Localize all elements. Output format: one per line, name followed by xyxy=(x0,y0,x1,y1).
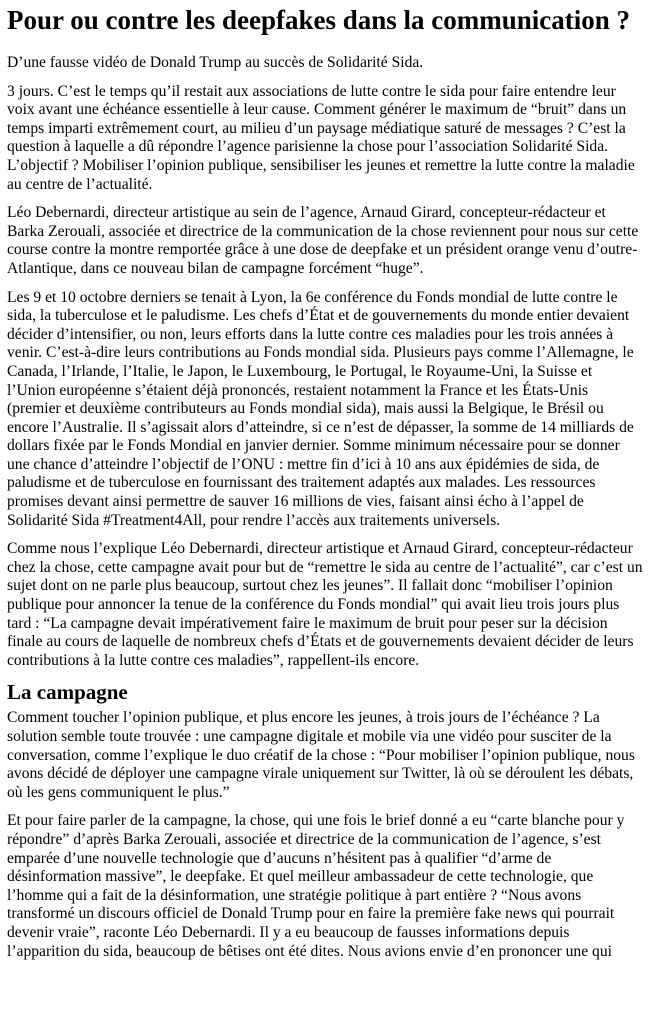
article xyxy=(0,5,650,961)
article-paragraph: Comme nous l’explique Léo Debernardi, directeur artistique et Arnaud Girard, concepteur-rédacteur chez la chose, cette campagne avait pour but de “remettre le sida au centre de l’actualité”, car c’est un sujet dont on ne parle plus beaucoup, surtout chez les jeunes”. Il fallait donc “mobiliser l’opinion publique pour annoncer la tenue de la conférence du Fonds mondial” qui avait lieu trois jours plus tard : “La campagne devait impérativement faire le maximum de bruit pour peser sur la décision finale au cours de laquelle de nombreux chefs d’États et de gouvernements devaient décider de leurs contributions à la lutte contre ces maladies”, rappellent-ils encore. xyxy=(7,540,643,669)
article-lead: D’une fausse vidéo de Donald Trump au succès de Solidarité Sida. xyxy=(7,54,424,71)
article-paragraph: Et pour faire parler de la campagne, la chose, qui une fois le brief donné a eu “carte blanche pour y répondre” d’après Barka Zerouali, associée et directrice de la communication de l’agence, s’est emparée d’une nouvelle technologie que d’aucuns n’hésitent pas à qualifier “d’arme de désinformation massive”, le deepfake. Et quel meilleur ambassadeur de cette technologie, que l’homme qui a fait de la désinformation, une stratégie politique à part entière ? “Nous avons transformé un discours officiel de Donald Trump pour en faire la première fake news qui pourrait devenir vraie”, raconte Léo Debernardi. Il y a eu beaucoup de fausses informations depuis l’apparition du sida, beaucoup de bêtises ont été dites. Nous avions envie d’en prononcer une qui xyxy=(7,812,625,960)
article-paragraph: Léo Debernardi, directeur artistique au sein de l’agence, Arnaud Girard, concepteur-rédacteur et Barka Zerouali, associée et directrice de la communication de la chose reviennent pour nous sur cette course contre la montre remportée grâce à une dose de deepfake et un président orange venu d’outre-Atlantique, dans ce nouveau bilan de campagne forcément “huge”. xyxy=(7,204,639,277)
article-paragraph: Comment toucher l’opinion publique, et plus encore les jeunes, à trois jours de l’échéance ? La solution semble toute trouvée : une campagne digitale et mobile via une vidéo pour susciter de la conversation, comme l’explique le duo créatif de la chose : “Pour mobiliser l’opinion publique, nous avons décidé de déployer une campagne virale uniquement sur Twitter, là où se déroulent les débats, où les gens communiquent le plus.” xyxy=(7,709,635,801)
article-title: Pour ou contre les deepfakes dans la communication ? xyxy=(7,5,631,35)
article-paragraph: Les 9 et 10 octobre derniers se tenait à Lyon, la 6e conférence du Fonds mondial de lutte contre le sida, la tuberculose et le paludisme. Les chefs d’État et de gouvernements du monde entier devaient décider d’intensifier, ou non, leurs efforts dans la lutte contre ces maladies pour les trois années à venir. C’est-à-dire leurs contributions au Fonds mondial sida. Plusieurs pays comme l’Allemagne, le Canada, l’Irlande, l’Italie, le Japon, le Luxembourg, le Portugal, le Royaume-Uni, la Suisse et l’Union européenne s’étaient déjà prononcés, restaient notamment la France et les États-Unis (premier et deuxième contributeurs au Fonds mondial sida), mais aussi la Belgique, le Brésil ou encore l’Australie. Il s’agissait alors d’atteindre, si ce n’est de dépasser, la somme de 14 milliards de dollars fixée par le Fonds Mondial en janvier dernier. Somme minimum nécessaire pour se donner une chance d’atteindre l’objectif de l’ONU : mettre fin d’ici à 10 ans aux épidémies de sida, de paludisme et de tuberculose en fournissant des traitement adaptés aux malades. Les ressources promises devant ainsi permettre de sauver 16 millions de vies, faisant ainsi écho à l’appel de Solidarité Sida #Treatment4All, pour rendre l’accès aux traitements universels. xyxy=(7,288,634,529)
article-paragraph: 3 jours. C’est le temps qu’il restait aux associations de lutte contre le sida pour faire entendre leur voix avant une échéance essentielle à leur cause. Comment générer le maximum de “bruit” dans un temps imparti extrêmement court, au milieu d’un paysage médiatique saturé de messages ? C’est la question à laquelle a dû répondre l’agence parisienne la chose pour l’association Solidarité Sida. L’objectif ? Mobiliser l’opinion publique, sensibiliser les jeunes et remettre la lutte contre la maladie au centre de l’actualité. xyxy=(7,82,635,193)
section-heading: La campagne xyxy=(7,680,128,705)
